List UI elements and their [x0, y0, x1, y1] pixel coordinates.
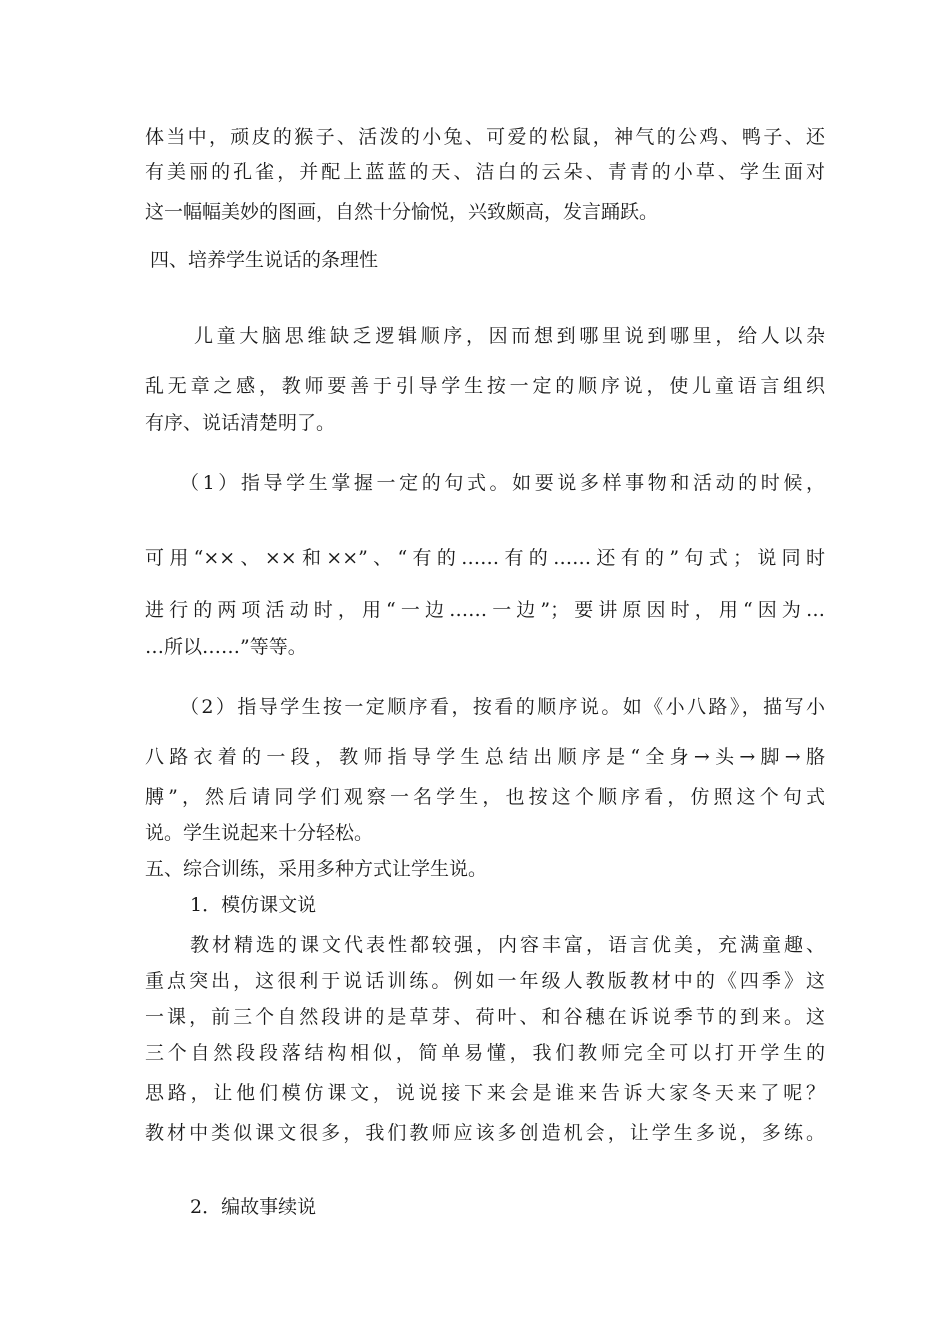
paragraph-line: 乱无章之感，教师要善于引导学生按一定的顺序说，使儿童语言组织	[145, 375, 825, 397]
paragraph-line: 八路衣着的一段，教师指导学生总结出顺序是“全身→头→脚→胳	[145, 746, 825, 768]
paragraph-line: 思路，让他们模仿课文，说说接下来会是谁来告诉大家冬天来了呢？	[145, 1082, 825, 1104]
paragraph-line: 重点突出，这很利于说话训练。例如一年级人教版教材中的《四季》这	[145, 970, 825, 992]
paragraph-line: …所以……”等等。	[145, 636, 307, 658]
subsection-heading: 1．模仿课文说	[190, 894, 317, 916]
paragraph-line: 说。学生说起来十分轻松。	[145, 822, 374, 844]
paragraph-line: 一课，前三个自然段讲的是草芽、荷叶、和谷穗在诉说季节的到来。这	[145, 1006, 825, 1028]
paragraph-line: （2）指导学生按一定顺序看，按看的顺序说。如《小八路》，描写小	[180, 696, 825, 718]
paragraph-line: 教材中类似课文很多，我们教师应该多创造机会，让学生多说，多练。	[145, 1122, 825, 1144]
paragraph-line: 教材精选的课文代表性都较强，内容丰富，语言优美，充满童趣、	[190, 934, 825, 956]
paragraph-line: 进行的两项活动时，用“一边……一边”；要讲原因时，用“因为…	[145, 599, 825, 621]
paragraph-line: 膊”，然后请同学们观察一名学生，也按这个顺序看，仿照这个句式	[145, 786, 825, 808]
paragraph-line: 有序、说话清楚明了。	[145, 412, 336, 434]
paragraph-line: 这一幅幅美妙的图画，自然十分愉悦，兴致颇高，发言踊跃。	[145, 201, 659, 223]
paragraph-line: 有美丽的孔雀，并配上蓝蓝的天、洁白的云朵、青青的小草、学生面对	[145, 161, 825, 183]
paragraph-line: 儿童大脑思维缺乏逻辑顺序，因而想到哪里说到哪里，给人以杂	[194, 325, 825, 347]
subsection-heading: 2．编故事续说	[190, 1196, 317, 1218]
paragraph-line: 三个自然段段落结构相似，简单易懂，我们教师完全可以打开学生的	[145, 1042, 825, 1064]
section-heading: 五、综合训练，采用多种方式让学生说。	[145, 858, 488, 880]
paragraph-line: （1）指导学生掌握一定的句式。如要说多样事物和活动的时候，	[180, 472, 825, 494]
paragraph-line: 可用“××、××和××”、“有的……有的……还有的”句式；说同时	[145, 547, 825, 569]
paragraph-line: 体当中，顽皮的猴子、活泼的小兔、可爱的松鼠，神气的公鸡、鸭子、还	[145, 126, 825, 148]
section-heading: 四、培养学生说话的条理性	[150, 249, 379, 271]
